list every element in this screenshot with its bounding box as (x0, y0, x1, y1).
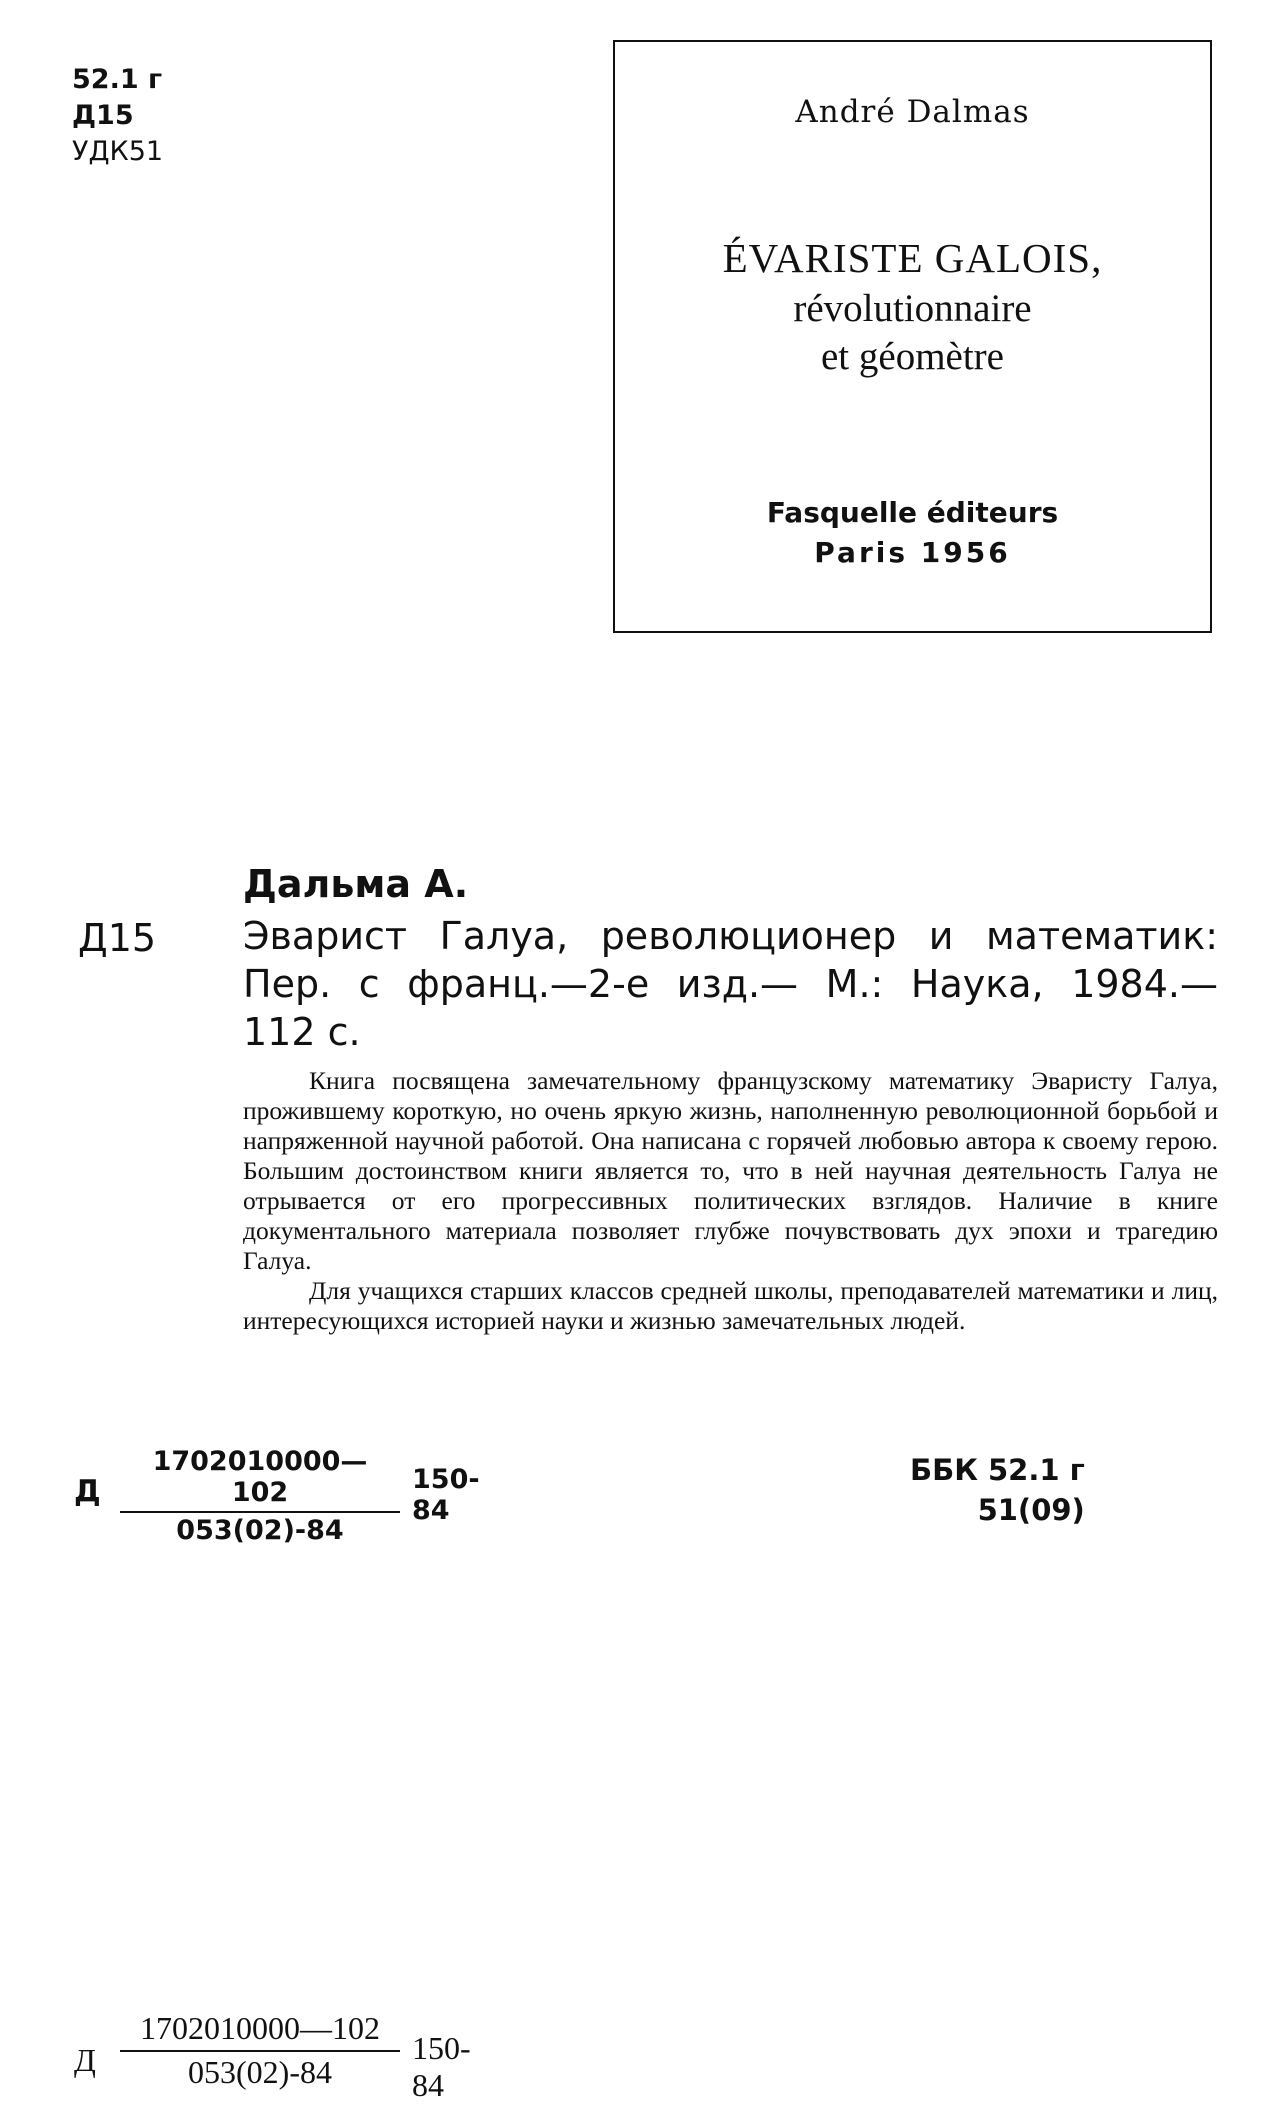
annotation (243, 1066, 1218, 1336)
original-publisher: Fasquelle éditeurs (766, 496, 1059, 529)
formula-bottom-numerator: 1702010000—102 (120, 2010, 400, 2052)
entry-line3: 112 с. (243, 1010, 361, 1054)
formula-letter: Д (74, 1474, 101, 1509)
entry-description (243, 912, 1218, 1056)
entry-mark: Д15 (78, 916, 157, 960)
formula-bottom-denominator: 053(02)-84 (188, 2054, 332, 2090)
formula-bottom-fraction (120, 2010, 400, 2091)
bbk-block (910, 1450, 1085, 1530)
original-title: ÉVARISTE GALOIS, (722, 235, 1103, 281)
formula-bottom-letter: Д (74, 2042, 96, 2078)
formula-suffix: 150-84 (412, 1464, 480, 1526)
formula-fraction (120, 1446, 400, 1546)
entry-line1: Эварист Галуа, революционер и математик: (243, 914, 1218, 958)
original-author: André Dalmas (795, 94, 1030, 130)
annotation-audience: Для учащихся старших классов средней школы, преподавателей математики и лиц, интересующихся историей науки и жизнью замечательных людей. (243, 1276, 1218, 1335)
bbk-line2: 51(09) (977, 1493, 1085, 1527)
formula-denominator: 053(02)-84 (176, 1515, 344, 1546)
original-place-year: Paris 1956 (814, 536, 1011, 569)
original-edition-box (613, 40, 1212, 633)
udk-code: УДК51 (72, 136, 164, 167)
formula-numerator: 1702010000— 102 (120, 1446, 400, 1513)
annotation-paragraph: Книга посвящена замечательному французскому математику Эваристу Галуа, прожившему короткую, но очень яркую жизнь, наполненную революционной борьбой и напряженной научной работой. Она написана с горячей любовью автора к своему герою. Большим достоинством книги является то, что в ней научная деятельность Галуа не отрывается от его прогрессивных политических взглядов. Наличие в книге документального материала позволяет глубже почувствовать дух эпохи и трагедию Галуа. (243, 1066, 1218, 1275)
original-subtitle-line2: et géomètre (821, 335, 1004, 378)
author-mark: Д15 (72, 100, 134, 131)
bbk-line1: ББК 52.1 г (910, 1453, 1085, 1487)
original-subtitle-line1: révolutionnaire (793, 287, 1032, 330)
bbk-code: 52.1 г (72, 64, 163, 95)
formula-bottom-suffix: 150-84 (412, 2030, 471, 2103)
entry-line2: Пер. с франц.—2-е изд.— М.: Наука, 1984.— (243, 962, 1218, 1006)
classification-codes (72, 62, 163, 170)
entry-author: Дальма А. (243, 862, 469, 906)
